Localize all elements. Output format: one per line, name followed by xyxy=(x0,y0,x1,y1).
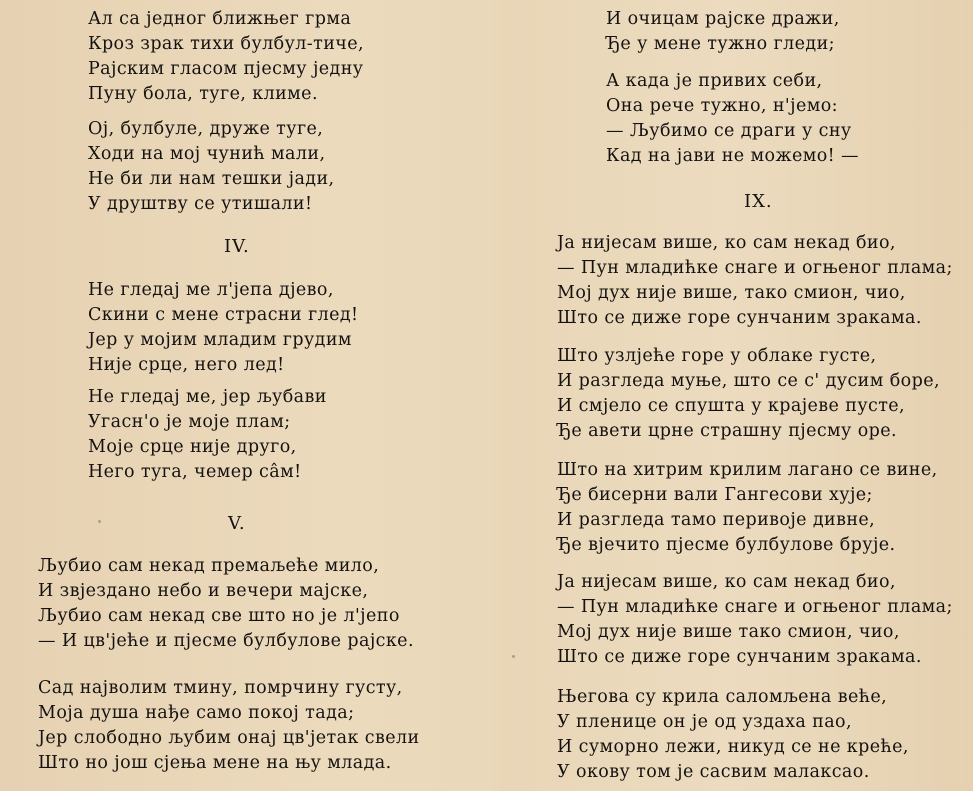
poem-line: Кроз зрак тихи булбул-тиче, xyxy=(88,34,364,54)
poem-line: Не гледај ме л'јепа дјево, xyxy=(88,280,334,300)
poem-line: И смјело се спушта у крајеве пусте, xyxy=(557,396,906,416)
poem-line: У пленице он је од уздаха пао, xyxy=(557,712,852,732)
section-heading: IX. xyxy=(744,191,773,212)
poem-line: Кад на јави не можемо! — xyxy=(606,146,859,166)
poem-line: Што узлјеће горе у облаке густе, xyxy=(557,346,877,366)
section-heading: IV. xyxy=(224,236,250,257)
poem-line: Моја душа нађе само покој тада; xyxy=(38,703,355,723)
poem-line: Него туга, чемер сâм! xyxy=(88,462,302,482)
poem-line: — Пун младићке снаге и огњеног плама; xyxy=(557,597,953,617)
poem-line: — Љубимо се драги у сну xyxy=(606,121,852,141)
poem-line: Што но још сјења мене на њу млада. xyxy=(38,753,392,773)
poem-line: И разгледа тамо перивоје дивне, xyxy=(557,510,876,530)
poem-line: У окову том је сасвим малаксао. xyxy=(557,762,870,782)
poem-line: И суморно лежи, никуд се не креће, xyxy=(557,737,909,757)
poem-line: Угасн'о је моје плам; xyxy=(88,412,291,432)
poem-line: Јер у мојим младим грудим xyxy=(88,330,352,350)
poem-line: Моје срце није друго, xyxy=(88,437,297,457)
poem-line: Јер слободно љубим онај цв'јетак свели xyxy=(38,728,420,748)
poem-line: Ђе у мене тужно гледи; xyxy=(606,34,835,54)
poem-line: — И цв'јеће и пјесме булбулове рајске. xyxy=(38,631,414,651)
poem-line: Сад најволим тмину, помрчину густу, xyxy=(38,678,403,698)
poem-line: Ђе авети црне страшну пјесму оре. xyxy=(557,421,897,441)
paper-speck xyxy=(512,655,515,658)
poem-line: — Пун младићке снаге и огњеног плама; xyxy=(557,258,953,278)
poem-line: Ал са једног ближњег грма xyxy=(88,9,352,29)
poem-line: Што се диже горе сунчаним зракама. xyxy=(557,647,922,667)
section-heading: V. xyxy=(228,513,246,534)
poem-line: У друштву се утишали! xyxy=(88,194,313,214)
poem-line: Љубио сам некад све што но је л'јепо xyxy=(38,606,400,626)
poem-line: Ој, булбуле, друже туге, xyxy=(88,119,324,139)
poem-line: Рајским гласом пјесму једну xyxy=(88,59,364,79)
poem-line: Она рече тужно, н'јемо: xyxy=(606,96,838,116)
poem-line: Ја нијесам више, ко сам некад био, xyxy=(557,233,896,253)
poem-line: Мој дух није више тако смион, чио, xyxy=(557,622,900,642)
poem-line: Мој дух није више, тако смион, чио, xyxy=(557,283,906,303)
poem-line: И очицам рајске дражи, xyxy=(606,9,840,29)
poem-line: Ђе бисерни вали Гангесови хује; xyxy=(557,485,873,505)
poem-line: Што се диже горе сунчаним зракама. xyxy=(557,308,922,328)
poem-line: Што на хитрим крилим лагано се вине, xyxy=(557,460,938,480)
poem-line: Ђе вјечито пјесме булбулове брује. xyxy=(557,535,896,555)
poem-line: Ја нијесам више, ко сам некад био, xyxy=(557,572,896,592)
poem-line: Његова су крила саломљена веће, xyxy=(557,687,888,707)
poem-line: Ходи на мој чунић мали, xyxy=(88,144,326,164)
poem-line: Љубио сам некад премаљеће мило, xyxy=(38,556,380,576)
poem-line: Пуну бола, туге, климе. xyxy=(88,84,318,104)
paper-speck xyxy=(98,520,101,523)
poem-line: Не гледај ме, јер љубави xyxy=(88,387,327,407)
poem-line: А када је привих себи, xyxy=(606,71,823,91)
poem-line: Скини с мене страсни глед! xyxy=(88,305,359,325)
poem-line: И звјездано небо и вечери мајске, xyxy=(38,581,369,601)
poem-line: Није срце, него лед! xyxy=(88,355,285,375)
poem-line: И разгледа муње, што се с' дусим боре, xyxy=(557,371,940,391)
poem-line: Не би ли нам тешки јади, xyxy=(88,169,335,189)
